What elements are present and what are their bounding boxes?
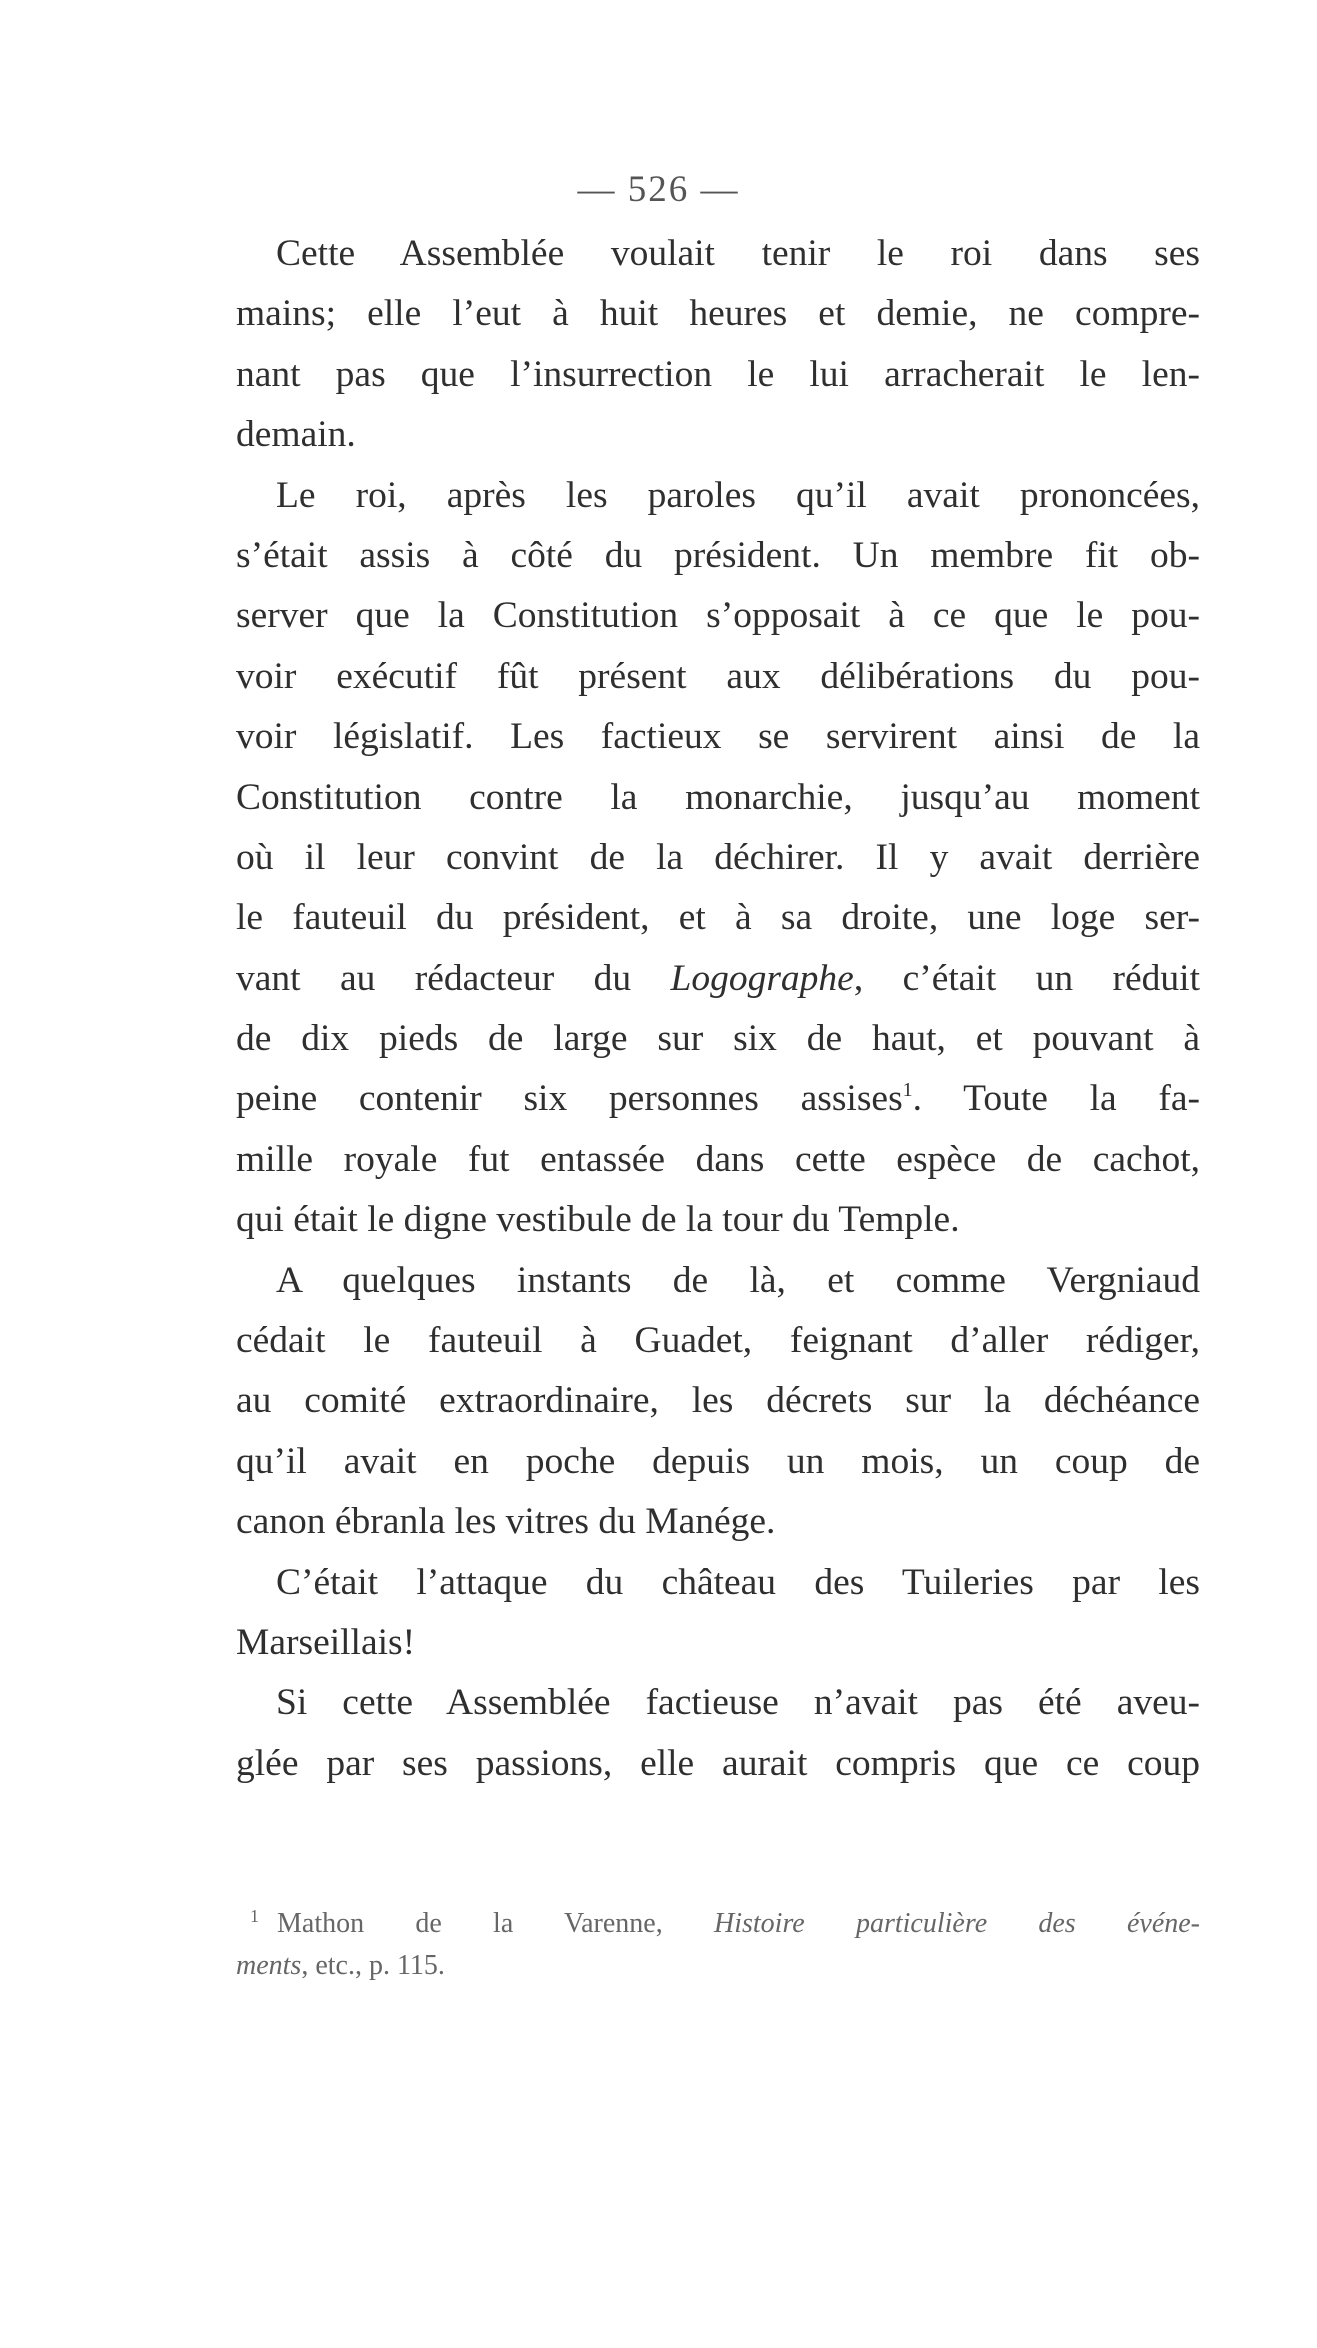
text-fragment: peine contenir six personnes assises [236, 1078, 903, 1120]
footnote-line [236, 1895, 1200, 1945]
text-line: C’était l’attaque du château des Tuileries par les [276, 1561, 1200, 1603]
text-line: voir exécutif fût présent aux délibérations du pou- [236, 655, 1200, 697]
text-line: s’était assis à côté du président. Un membre fit ob- [236, 534, 1200, 576]
text-line: Constitution contre la monarchie, jusqu’au moment [236, 776, 1200, 818]
text-line: Cette Assemblée voulait tenir le roi dans ses [276, 233, 1200, 274]
text-line: cédait le fauteuil à Guadet, feignant d’aller rédiger, [236, 1320, 1200, 1362]
text-line: mille royale fut entassée dans cette espèce de cachot, [236, 1138, 1200, 1180]
text-line [236, 1069, 1200, 1129]
text-line: voir législatif. Les factieux se servirent ainsi de la [236, 716, 1200, 758]
text-line: glée par ses passions, elle aurait compris que ce coup [236, 1742, 1200, 1784]
text-line: qui était le digne vestibule de la tour du Temple. [236, 1199, 960, 1241]
text-line: canon ébranla les vitres du Manége. [236, 1501, 776, 1543]
text-line: de dix pieds de large sur six de haut, et pouvant à [236, 1018, 1200, 1060]
text-fragment: . Toute la fa- [912, 1078, 1200, 1120]
text-line: A quelques instants de là, et comme Vergniaud [276, 1259, 1200, 1301]
text-line: Si cette Assemblée factieuse n’avait pas été aveu- [276, 1682, 1200, 1724]
footnote-line [236, 1945, 1200, 1987]
text-line: nant pas que l’insurrection le lui arracherait le len- [236, 353, 1200, 395]
text-fragment: vant au rédacteur du [236, 957, 671, 999]
text-line: Marseillais! [236, 1621, 416, 1663]
footnote-title: Histoire particulière des événe- [713, 1908, 1200, 1939]
text-line: où il leur convint de la déchirer. Il y avait derrière [236, 836, 1200, 878]
body-text [236, 224, 1200, 1794]
text-line: qu’il avait en poche depuis un mois, un coup de [236, 1440, 1200, 1482]
text-line: le fauteuil du président, et à sa droite, une loge ser- [236, 897, 1200, 939]
text-fragment: , c’était un réduit [853, 957, 1200, 999]
page-number: — 526 — [577, 169, 740, 210]
footnote-rest: , etc., p. 115. [301, 1950, 445, 1981]
footnote-author: Mathon de la Varenne, [277, 1908, 663, 1939]
footnote-marker: 1 [250, 1906, 259, 1926]
text-line: au comité extraordinaire, les décrets sur la déchéance [236, 1380, 1200, 1422]
text-line: Le roi, après les paroles qu’il avait prononcées, [276, 474, 1200, 516]
text-line [236, 949, 1200, 1009]
italic-title: Logographe [670, 957, 854, 999]
text-line: server que la Constitution s’opposait à ce que le pou- [236, 595, 1200, 637]
text-line: demain. [236, 414, 356, 456]
footnote-reference: 1 [902, 1079, 913, 1102]
footnote [236, 1895, 1200, 1987]
footnote-title-cont: ments [236, 1950, 302, 1981]
text-line: mains; elle l’eut à huit heures et demie, ne compre- [236, 293, 1200, 335]
